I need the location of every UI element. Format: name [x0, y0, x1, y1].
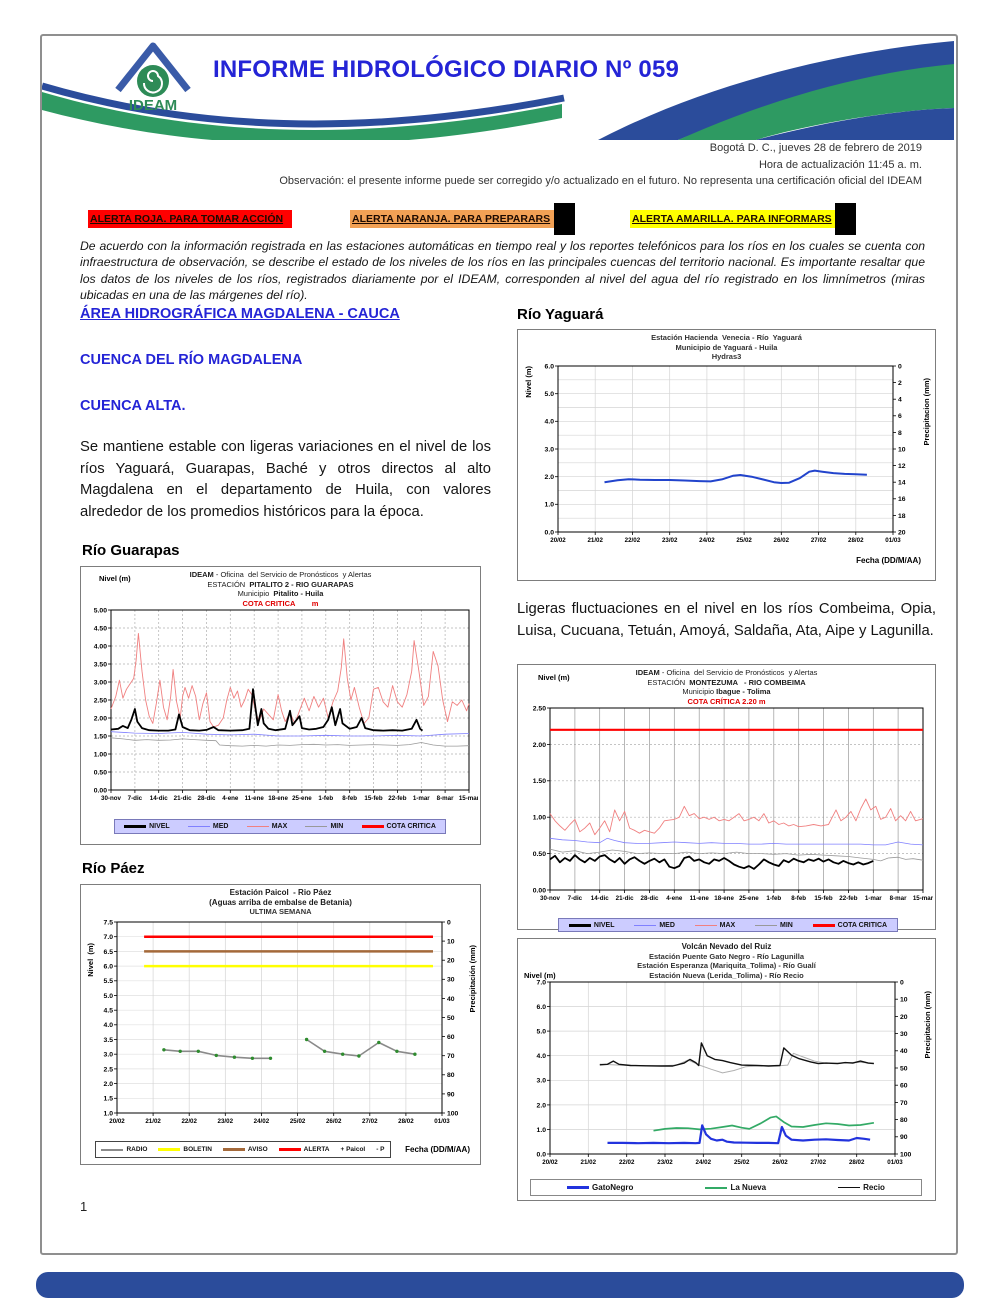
- svg-text:25/02: 25/02: [733, 1159, 750, 1166]
- legend-item: ALERTA: [279, 1146, 330, 1153]
- chart-title-line: Municipio de Yaguará - Huila: [675, 342, 778, 352]
- svg-text:0: 0: [900, 980, 904, 987]
- svg-text:70: 70: [447, 1052, 455, 1060]
- series-Recio: [600, 1043, 874, 1066]
- series-MED: [111, 732, 469, 736]
- svg-text:100: 100: [447, 1109, 459, 1117]
- svg-text:30-nov: 30-nov: [101, 795, 121, 802]
- legend-item: AVISO: [223, 1146, 268, 1153]
- svg-text:01/03: 01/03: [887, 1159, 903, 1166]
- svg-text:18-ene: 18-ene: [714, 895, 734, 902]
- svg-text:25-ene: 25-ene: [739, 895, 759, 902]
- svg-text:23/02: 23/02: [661, 536, 678, 544]
- svg-text:4.50: 4.50: [93, 625, 107, 633]
- chart-plot-area: [518, 980, 933, 1174]
- chart-legend: [114, 819, 446, 834]
- svg-text:7-dic: 7-dic: [567, 895, 583, 902]
- svg-text:22-feb: 22-feb: [388, 795, 407, 802]
- svg-text:28-dic: 28-dic: [197, 795, 216, 802]
- chart-ruiz: [517, 938, 936, 1201]
- svg-text:1-mar: 1-mar: [864, 895, 882, 902]
- svg-text:2.0: 2.0: [103, 1080, 113, 1088]
- series-NIVEL: [550, 855, 873, 869]
- svg-text:22/02: 22/02: [624, 536, 641, 544]
- svg-text:3.0: 3.0: [536, 1077, 546, 1085]
- legend-item: La Nueva: [705, 1183, 766, 1192]
- legend-item: NIVEL: [569, 922, 615, 929]
- svg-text:1.50: 1.50: [93, 733, 107, 741]
- svg-text:5.0: 5.0: [536, 1028, 546, 1036]
- svg-text:21-dic: 21-dic: [173, 795, 192, 802]
- svg-text:16: 16: [898, 495, 906, 503]
- svg-text:30: 30: [447, 976, 455, 984]
- legend-item: GatoNegro: [567, 1183, 633, 1192]
- chart-yaguara: [517, 329, 936, 581]
- svg-text:20/02: 20/02: [550, 536, 566, 544]
- svg-text:3.50: 3.50: [93, 661, 107, 669]
- svg-text:4.00: 4.00: [93, 643, 107, 651]
- y-axis-label: Nivel (m): [524, 971, 556, 980]
- svg-text:1-feb: 1-feb: [318, 795, 334, 802]
- svg-text:20: 20: [900, 1013, 908, 1021]
- svg-text:6.0: 6.0: [536, 1004, 546, 1011]
- svg-text:6.0: 6.0: [544, 362, 554, 370]
- svg-text:18: 18: [898, 512, 906, 520]
- y-axis-label: Nivel (m): [99, 574, 131, 583]
- legend-item: COTA CRITICA: [362, 823, 436, 830]
- svg-text:0.0: 0.0: [544, 528, 554, 536]
- y-axis-label: Nivel (m): [538, 673, 570, 682]
- svg-text:4.5: 4.5: [103, 1007, 113, 1015]
- x-axis-label: Fecha (DD/M/AA): [856, 556, 921, 565]
- meta-observation: Observación: el presente informe puede ser corregido y/o actualizado en el futuro. No representa una certificación oficial del IDEAM: [279, 175, 922, 187]
- heading-cuenca-alta: [80, 398, 186, 414]
- chart-title-line: Volcán Nevado del Ruiz: [681, 942, 772, 951]
- svg-text:11-ene: 11-ene: [244, 795, 264, 802]
- svg-text:2.50: 2.50: [93, 697, 107, 705]
- heading-rio-guarapas: Río Guarapas: [82, 542, 180, 559]
- y2-axis-label: Precipitación (mm): [468, 945, 477, 1013]
- svg-text:100: 100: [900, 1151, 912, 1159]
- legend-item: MAX: [247, 823, 288, 830]
- paragraph-cuenca-alta: Se mantiene estable con ligeras variaciones en el nivel de los ríos Yaguará, Guarapas, Baché y otros directos al alto Magdalena en el departamento de Huila, con valores alrededor de los promedios históricos para la época.: [80, 439, 491, 520]
- ideam-logo-text: IDEAM: [128, 97, 178, 114]
- y2-axis-label: Precipitacion (mm): [922, 378, 931, 446]
- svg-text:22/02: 22/02: [181, 1117, 197, 1125]
- chart-title-line: Estación Esperanza (Mariquita_Tolima) - Río Gualí: [637, 961, 816, 970]
- alert-red-label: ALERTA ROJA. PARA TOMAR ACCIÓN: [88, 210, 292, 228]
- svg-text:3.00: 3.00: [93, 679, 107, 687]
- legend-item: MED: [188, 823, 229, 830]
- svg-text:50: 50: [900, 1065, 908, 1073]
- svg-text:21/02: 21/02: [580, 1159, 597, 1166]
- svg-text:40: 40: [900, 1048, 908, 1056]
- svg-text:24/02: 24/02: [253, 1117, 270, 1125]
- svg-text:4-ene: 4-ene: [222, 795, 239, 802]
- svg-text:21/02: 21/02: [145, 1117, 161, 1125]
- legend-item: Recio: [838, 1183, 885, 1192]
- svg-text:2: 2: [898, 379, 902, 387]
- y-axis-label: Nivel (m): [524, 366, 533, 398]
- svg-text:4.0: 4.0: [103, 1021, 113, 1029]
- chart-title-line: ESTACIÓN MONTEZUMA - RIO COMBEIMA: [647, 677, 806, 687]
- svg-text:3.0: 3.0: [544, 445, 554, 453]
- svg-text:80: 80: [447, 1071, 455, 1079]
- chart-combeima: [517, 664, 936, 930]
- svg-text:1.0: 1.0: [103, 1109, 113, 1117]
- svg-text:28/02: 28/02: [848, 536, 864, 544]
- chart-title-line: Estación Paicol - Rio Páez: [229, 888, 332, 897]
- svg-text:28-dic: 28-dic: [640, 895, 659, 902]
- svg-text:26/02: 26/02: [772, 1159, 788, 1166]
- svg-text:0.00: 0.00: [532, 887, 546, 895]
- svg-text:5.5: 5.5: [103, 977, 113, 985]
- svg-text:27/02: 27/02: [362, 1117, 378, 1125]
- series-MIN: [111, 738, 469, 746]
- svg-text:60: 60: [900, 1082, 908, 1090]
- svg-text:01/03: 01/03: [434, 1117, 450, 1125]
- svg-text:10: 10: [447, 938, 455, 945]
- svg-text:1.0: 1.0: [544, 501, 554, 509]
- svg-text:1.5: 1.5: [103, 1095, 113, 1103]
- svg-text:3.0: 3.0: [103, 1051, 113, 1059]
- svg-text:4: 4: [898, 396, 902, 404]
- legend-item: MED: [634, 922, 675, 929]
- series-RADIO: [307, 1039, 415, 1056]
- svg-text:40: 40: [447, 995, 455, 1003]
- svg-text:3.5: 3.5: [103, 1036, 113, 1044]
- svg-text:24/02: 24/02: [699, 536, 715, 544]
- series-La Nueva: [654, 1116, 874, 1130]
- legend-item: MAX: [695, 922, 736, 929]
- legend-item: COTA CRITICA: [813, 922, 887, 929]
- svg-text:24/02: 24/02: [695, 1159, 712, 1166]
- chart-legend: [95, 1141, 391, 1158]
- svg-text:26/02: 26/02: [325, 1117, 342, 1125]
- heading-rio-paez: Río Páez: [82, 860, 145, 877]
- svg-text:0: 0: [447, 918, 451, 926]
- heading-area-hidrografica: ÁREA HIDROGRÁFICA MAGDALENA - CAUCA: [80, 306, 400, 322]
- svg-text:8-feb: 8-feb: [791, 895, 807, 902]
- x-axis-label: Fecha (DD/M/AA): [405, 1145, 470, 1154]
- svg-text:7.5: 7.5: [103, 918, 113, 926]
- svg-text:7.0: 7.0: [536, 980, 546, 987]
- svg-text:15-mar: 15-mar: [912, 895, 933, 902]
- series-GatoNegro: [608, 1125, 871, 1143]
- svg-text:8: 8: [898, 429, 902, 437]
- svg-text:27/02: 27/02: [810, 1159, 827, 1166]
- svg-text:1.50: 1.50: [532, 778, 546, 786]
- svg-text:6.5: 6.5: [103, 948, 113, 956]
- svg-text:0.00: 0.00: [93, 787, 107, 795]
- svg-text:8-feb: 8-feb: [342, 795, 358, 802]
- svg-text:5.0: 5.0: [103, 992, 113, 1000]
- svg-text:18-ene: 18-ene: [268, 795, 288, 802]
- svg-text:50: 50: [447, 1014, 455, 1022]
- svg-text:27/02: 27/02: [810, 536, 827, 544]
- heading-cuenca-alta-period: .: [181, 398, 186, 414]
- svg-text:5.00: 5.00: [93, 608, 107, 615]
- redaction-box: [554, 203, 575, 235]
- doc-title: INFORME HIDROLÓGICO DIARIO Nº 059: [213, 56, 680, 83]
- svg-text:23/02: 23/02: [657, 1159, 673, 1166]
- svg-text:20/02: 20/02: [542, 1159, 558, 1166]
- svg-text:10: 10: [900, 996, 908, 1004]
- chart-title-line: ESTACIÓN PITALITO 2 - RIO GUARAPAS: [207, 579, 354, 589]
- alert-yellow-label: ALERTA AMARILLA. PARA INFORMARS: [630, 210, 837, 228]
- meta-block: [222, 140, 922, 190]
- svg-text:1.00: 1.00: [93, 751, 107, 759]
- chart-title-line: COTA CRÍTICA 2.20 m: [687, 696, 766, 706]
- svg-text:14-dic: 14-dic: [149, 795, 168, 802]
- chart-title-line: Estación Nueva (Lerida_Tolima) - Río Recio: [649, 970, 804, 980]
- alert-orange-label: ALERTA NARANJA. PARA PREPARARS: [350, 210, 556, 228]
- chart-plot-area: [81, 917, 478, 1135]
- svg-text:4.0: 4.0: [536, 1053, 546, 1061]
- chart-guarapas: [80, 566, 481, 845]
- chart-title-line: COTA CRITICA m: [242, 598, 319, 608]
- svg-text:1.0: 1.0: [536, 1126, 546, 1134]
- svg-text:28/02: 28/02: [848, 1159, 865, 1166]
- svg-text:90: 90: [447, 1090, 455, 1098]
- svg-text:0.50: 0.50: [93, 769, 107, 777]
- svg-text:01/03: 01/03: [885, 536, 901, 544]
- next-page-edge: [36, 1272, 964, 1298]
- svg-text:2.00: 2.00: [532, 741, 546, 749]
- chart-title-line: (Aguas arriba de embalse de Betania): [209, 897, 352, 907]
- chart-plot-area: [81, 608, 478, 816]
- svg-text:23/02: 23/02: [217, 1117, 234, 1125]
- chart-title-line: IDEAM - Oficina del Servicio de Pronósticos y Alertas: [635, 668, 818, 677]
- svg-text:8-mar: 8-mar: [436, 795, 454, 802]
- chart-title-line: ULTIMA SEMANA: [249, 907, 312, 916]
- svg-text:80: 80: [900, 1117, 908, 1124]
- svg-text:21/02: 21/02: [587, 536, 603, 544]
- legend-item: BOLETIN: [158, 1146, 212, 1153]
- svg-text:14: 14: [898, 479, 906, 487]
- svg-text:7.0: 7.0: [103, 933, 113, 941]
- svg-text:20: 20: [447, 957, 455, 965]
- chart-title-line: Estación Puente Gato Negro - Río Lagunilla: [648, 951, 805, 961]
- svg-text:2.00: 2.00: [93, 715, 107, 723]
- svg-text:6.0: 6.0: [103, 963, 113, 970]
- chart-plot-area: [518, 362, 933, 554]
- chart-legend: [530, 1179, 922, 1196]
- svg-text:2.5: 2.5: [103, 1065, 113, 1073]
- svg-text:20: 20: [898, 528, 906, 536]
- svg-text:22-feb: 22-feb: [839, 895, 858, 902]
- chart-plot-area: [518, 706, 933, 916]
- svg-text:28/02: 28/02: [398, 1117, 414, 1125]
- svg-text:90: 90: [900, 1134, 908, 1142]
- svg-text:21-dic: 21-dic: [615, 895, 634, 902]
- y2-axis-label: Precipitacion (mm): [923, 991, 932, 1059]
- svg-text:15-feb: 15-feb: [814, 895, 833, 902]
- chart-legend: [558, 918, 898, 932]
- svg-text:1-feb: 1-feb: [766, 895, 782, 902]
- legend-item: NIVEL: [124, 823, 170, 830]
- chart-title-line: Municipio Ibague - Tolima: [682, 687, 771, 696]
- heading-rio-yaguara: Río Yaguará: [517, 306, 604, 323]
- svg-text:11-ene: 11-ene: [689, 895, 709, 902]
- svg-text:4-ene: 4-ene: [666, 895, 683, 902]
- svg-text:14-dic: 14-dic: [590, 895, 609, 902]
- legend-item: MIN: [305, 823, 343, 830]
- legend-item: MIN: [755, 922, 793, 929]
- svg-text:15-feb: 15-feb: [364, 795, 383, 802]
- svg-text:60: 60: [447, 1033, 455, 1041]
- svg-text:10: 10: [898, 445, 906, 453]
- svg-text:0.50: 0.50: [532, 851, 546, 858]
- paragraph-fluctuaciones: Ligeras fluctuaciones en el nivel en los ríos Combeima, Opia, Luisa, Cucuana, Tetuán, Amoyá, Saldaña, Ata, Aipe y Lagunilla.: [517, 601, 936, 639]
- svg-text:1-mar: 1-mar: [412, 795, 430, 802]
- heading-cuenca-magdalena: CUENCA DEL RÍO MAGDALENA: [80, 352, 303, 368]
- svg-text:5.0: 5.0: [544, 390, 554, 398]
- meta-date: Bogotá D. C., jueves 28 de febrero de 2019: [709, 142, 922, 154]
- chart-title-line: Municipio Pitalito - Huila: [237, 589, 324, 598]
- svg-text:15-mar: 15-mar: [458, 795, 478, 802]
- svg-text:0: 0: [898, 362, 902, 370]
- legend-item: + Paicol: [340, 1146, 366, 1153]
- header-banner: [42, 36, 954, 140]
- meta-update-time: Hora de actualización 11:45 a. m.: [758, 158, 922, 171]
- chart-title-line: Hydras3: [711, 352, 742, 361]
- svg-text:6: 6: [898, 412, 902, 420]
- legend-item: RADIO: [101, 1146, 147, 1153]
- svg-text:20/02: 20/02: [109, 1117, 125, 1125]
- redaction-box: [835, 203, 856, 235]
- chart-title-line: Estación Hacienda Venecia - Río Yaguará: [651, 333, 802, 342]
- svg-text:25/02: 25/02: [736, 536, 752, 544]
- svg-text:12: 12: [898, 462, 906, 470]
- y-axis-label: Nivel (m): [86, 943, 95, 977]
- svg-text:8-mar: 8-mar: [889, 895, 907, 902]
- svg-text:4.0: 4.0: [544, 418, 554, 426]
- svg-text:70: 70: [900, 1099, 908, 1107]
- chart-paez: [80, 884, 481, 1165]
- heading-cuenca-alta-text: CUENCA ALTA: [80, 398, 182, 414]
- svg-text:2.0: 2.0: [544, 473, 554, 481]
- chart-title-line: IDEAM - Oficina del Servicio de Pronósticos y Alertas: [189, 570, 372, 579]
- ideam-logo: [118, 46, 188, 114]
- svg-text:30: 30: [900, 1031, 908, 1038]
- legend-item: - P: [376, 1146, 385, 1153]
- svg-text:25-ene: 25-ene: [292, 795, 312, 802]
- svg-text:30-nov: 30-nov: [540, 895, 560, 902]
- svg-text:22/02: 22/02: [618, 1159, 635, 1166]
- svg-text:26/02: 26/02: [773, 536, 790, 544]
- svg-text:7-dic: 7-dic: [127, 795, 143, 802]
- svg-text:2.0: 2.0: [536, 1102, 546, 1110]
- svg-text:2.50: 2.50: [532, 706, 546, 713]
- svg-text:1.00: 1.00: [532, 814, 546, 822]
- series-MED: [550, 838, 923, 845]
- series-MAX: [550, 799, 923, 835]
- svg-text:25/02: 25/02: [289, 1117, 306, 1125]
- svg-text:0.0: 0.0: [536, 1151, 546, 1159]
- page-number: 1: [80, 1199, 88, 1214]
- intro-paragraph: De acuerdo con la información registrada en las estaciones automáticas en tiempo real y los reportes telefónicos para los ríos en los cuales se cuenta con infraestructura de observación, se describe el estado de los niveles de los ríos en las principales cuencas del territorio nacional. Es importante resaltar que los datos de los niveles de los ríos, registrados diariamente por el IDEAM, corresponden al nivel del agua del río registrado en los limnímetros (miras ubicadas en una de las márgenes del río).: [80, 239, 925, 302]
